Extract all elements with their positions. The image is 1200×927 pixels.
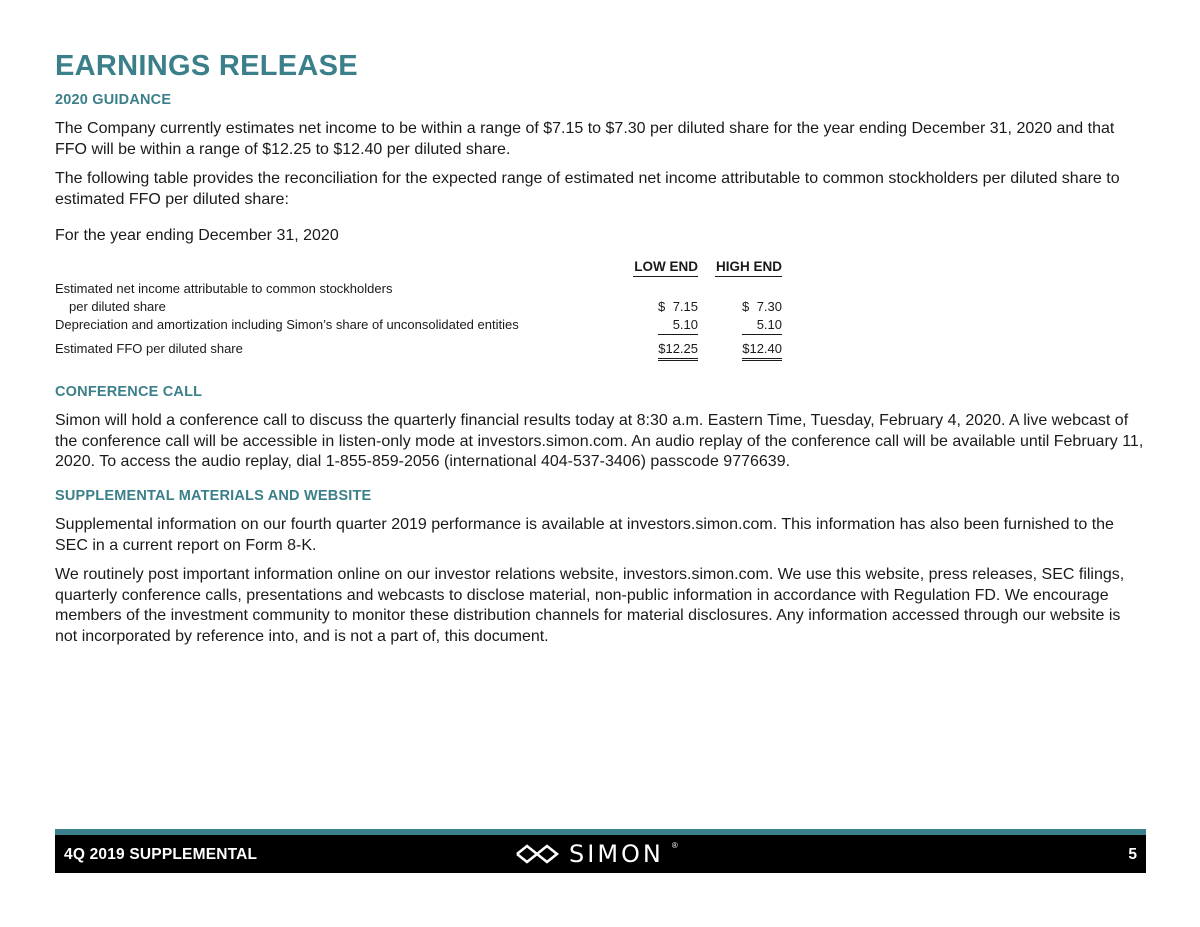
low-end-value: 5.10 — [658, 316, 698, 335]
year-label: For the year ending December 31, 2020 — [55, 227, 339, 244]
simon-logo — [515, 839, 678, 869]
low-end-value: 7.15 — [672, 299, 698, 314]
row-label-continued: per diluted share — [69, 299, 166, 314]
high-dollar-sign: $ — [742, 299, 750, 314]
footer-bar — [55, 829, 1146, 873]
conference-paragraph: Simon will hold a conference call to discuss the quarterly financial results today at 8:30 a.m. Eastern Time, Tuesday, February 4, 2020. A live webcast of the conference call will be accessible in listen-only mode at investors.simon.com. An audio replay of the conference call will be available until February 11, 2020. To access the audio replay, dial 1-855-859-2056 (international 404-537-3406) passcode 9776639. — [55, 412, 1144, 470]
section-heading-supplemental: SUPPLEMENTAL MATERIALS AND WEBSITE — [55, 488, 372, 504]
registered-mark: ® — [671, 840, 678, 850]
page-title: EARNINGS RELEASE — [55, 50, 358, 82]
low-dollar-sign: $ — [658, 299, 666, 314]
section-heading-guidance: 2020 GUIDANCE — [55, 92, 172, 108]
column-header-low-end: LOW END — [633, 258, 698, 277]
footer-report-label: 4Q 2019 SUPPLEMENTAL — [64, 846, 258, 863]
simon-chevron-icon — [515, 843, 561, 865]
supplemental-paragraph-1: Supplemental information on our fourth quarter 2019 performance is available at investors.simon.com. This information has also been furnished to the SEC in a current report on Form 8-K. — [55, 516, 1114, 554]
high-end-total: $12.40 — [742, 340, 782, 361]
row-label: Estimated net income attributable to common stockholders — [55, 281, 393, 296]
high-end-value: 5.10 — [742, 316, 782, 335]
low-end-total: $12.25 — [658, 340, 698, 361]
section-heading-conference-call: CONFERENCE CALL — [55, 384, 203, 400]
table-row — [55, 316, 1146, 334]
page-number: 5 — [1128, 846, 1137, 863]
guidance-paragraph-1: The Company currently estimates net income to be within a range of $7.15 to $7.30 per diluted share for the year ending December 31, 2020 and that FFO will be within a range of $12.25 to $12.40 per diluted share. — [55, 120, 1115, 158]
table-row — [55, 340, 1146, 358]
logo-wordmark: SIMON — [569, 840, 664, 868]
table-row — [55, 298, 1146, 316]
row-label: Depreciation and amortization including Simon’s share of unconsolidated entities — [55, 317, 519, 332]
row-label: Estimated FFO per diluted share — [55, 341, 243, 356]
table-header-row — [55, 258, 1146, 276]
high-end-value: 7.30 — [756, 299, 782, 314]
table-row — [55, 280, 1146, 298]
guidance-paragraph-2: The following table provides the reconciliation for the expected range of estimated net income attributable to common stockholders per diluted share to estimated FFO per diluted share: — [55, 170, 1120, 208]
supplemental-paragraph-2: We routinely post important information online on our investor relations website, investors.simon.com. We use this website, press releases, SEC filings, quarterly conference calls, presentations and webcasts to disclose material, non-public information in accordance with Regulation FD. We encourage members of the investment community to monitor these distribution channels for material disclosures. Any information accessed through our website is not incorporated by reference into, and is not a part of, this document. — [55, 566, 1125, 645]
column-header-high-end: HIGH END — [715, 258, 782, 277]
